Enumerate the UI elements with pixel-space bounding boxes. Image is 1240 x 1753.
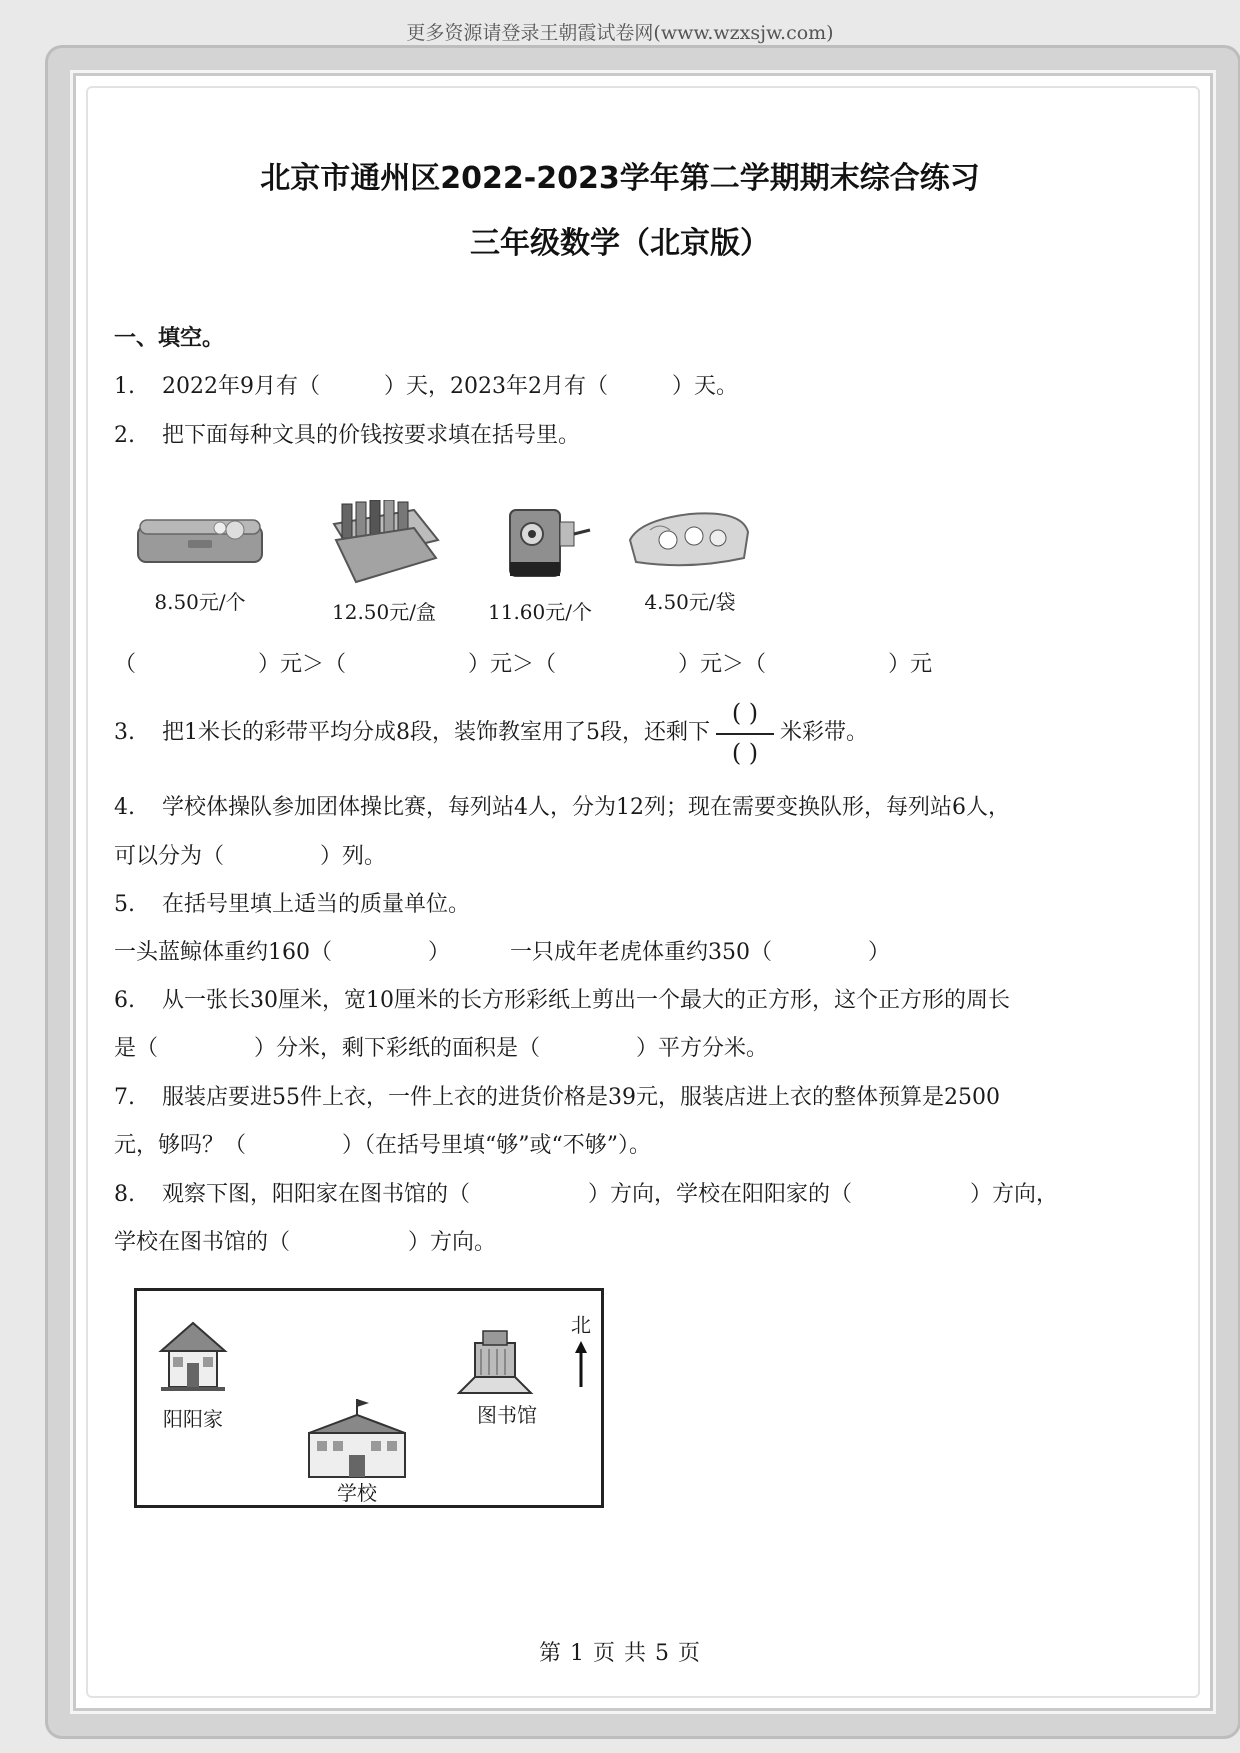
exam-subtitle: 三年级数学（北京版） — [470, 226, 770, 261]
q8-text-e: ）方向。 — [408, 1230, 497, 1255]
order-separator: ）元＞（ — [678, 652, 767, 677]
question-4 — [114, 793, 1128, 823]
question-5-cont — [114, 938, 1128, 968]
q4-text-b: ）列。 — [320, 844, 387, 869]
q5-whale-text: 一头蓝鲸体重约160（ — [114, 940, 332, 965]
question-number: 8. — [114, 1182, 135, 1207]
question-3 — [114, 698, 1128, 772]
question-6-cont — [114, 1034, 1128, 1064]
q6-text-a: 是（ — [114, 1036, 159, 1061]
direction-map — [134, 1288, 604, 1508]
q6-text-b: ）分米，剩下彩纸的面积是（ — [254, 1036, 541, 1061]
question-8-cont — [114, 1228, 1128, 1258]
fraction-answer[interactable] — [712, 698, 778, 768]
marker-set-icon — [314, 500, 454, 590]
question-number: 1. — [114, 374, 135, 399]
fraction-bar — [716, 733, 774, 735]
question-7 — [114, 1083, 1128, 1113]
map-drawing — [137, 1291, 601, 1505]
question-1 — [114, 372, 1128, 402]
section-heading: 一、填空。 — [114, 326, 225, 351]
question-number: 2. — [114, 423, 135, 448]
price-label: 12.50元/盒 — [332, 600, 436, 624]
item-marker-set — [314, 500, 454, 630]
price-order-row — [114, 650, 1128, 680]
library-icon — [459, 1331, 531, 1393]
question-6 — [114, 986, 1128, 1016]
fraction-denominator: ( ) — [731, 739, 759, 767]
school-icon — [309, 1399, 405, 1477]
q7-text: 服装店要进55件上衣，一件上衣的进货价格是39元，服装店进上衣的整体预算是2500 — [162, 1085, 1000, 1110]
order-separator: ）元＞（ — [468, 652, 557, 677]
q5-tiger-close: ） — [868, 940, 891, 965]
fraction-numerator: ( ) — [731, 699, 759, 727]
pencil-pouch-icon — [620, 500, 760, 580]
pencil-sharpener-icon — [470, 500, 610, 590]
library-label: 图书馆 — [477, 1403, 537, 1427]
q8-text-a: 观察下图，阳阳家在图书馆的（ — [162, 1182, 471, 1207]
q3-text-after: 米彩带。 — [780, 720, 869, 745]
q3-text: 把1米长的彩带平均分成8段，装饰教室用了5段，还剩下 — [162, 720, 710, 745]
question-5 — [114, 890, 1128, 920]
question-4-cont — [114, 842, 1128, 872]
exam-title: 北京市通州区2022-2023学年第二学期期末综合练习 — [260, 161, 980, 196]
q4-text-a: 可以分为（ — [114, 844, 225, 869]
question-7-cont — [114, 1131, 1128, 1161]
question-number: 7. — [114, 1085, 135, 1110]
paren-open: （ — [114, 652, 137, 677]
q1-text-c: ）天。 — [672, 374, 739, 399]
q4-text: 学校体操队参加团体操比赛，每列站4人，分为12列；现在需要变换队形，每列站6人， — [162, 795, 1010, 820]
q5-text: 在括号里填上适当的质量单位。 — [162, 892, 471, 917]
q1-text-a: 2022年9月有（ — [162, 374, 320, 399]
item-pencil-pouch — [620, 500, 760, 630]
house-icon — [161, 1323, 225, 1391]
item-pencil-sharpener — [470, 500, 610, 630]
price-label: 4.50元/袋 — [644, 590, 736, 614]
north-arrow-icon — [575, 1341, 587, 1387]
question-number: 4. — [114, 795, 135, 820]
q6-text: 从一张长30厘米，宽10厘米的长方形彩纸上剪出一个最大的正方形，这个正方形的周长 — [162, 988, 1010, 1013]
order-end: ）元 — [888, 652, 933, 677]
q8-text-b: ）方向，学校在阳阳家的（ — [588, 1182, 853, 1207]
q5-whale-close: ） — [428, 940, 451, 965]
pencil-box-icon — [130, 500, 270, 580]
q6-text-c: ）平方分米。 — [636, 1036, 769, 1061]
question-number: 5. — [114, 892, 135, 917]
stationery-items — [130, 500, 770, 630]
q7-text-a: 元，够吗？（ — [114, 1133, 247, 1158]
item-pencil-box — [130, 500, 270, 630]
question-number: 3. — [114, 720, 135, 745]
q2-text: 把下面每种文具的价钱按要求填在括号里。 — [162, 423, 581, 448]
q7-text-b: ）（在括号里填“够”或“不够”）。 — [342, 1133, 652, 1158]
site-header: 更多资源请登录王朝霞试卷网(www.wzxsjw.com) — [406, 22, 834, 44]
question-number: 6. — [114, 988, 135, 1013]
order-separator: ）元＞（ — [258, 652, 347, 677]
q8-text-d: 学校在图书馆的（ — [114, 1230, 291, 1255]
north-label: 北 — [571, 1313, 591, 1337]
price-label: 11.60元/个 — [488, 600, 592, 624]
q8-text-c: ）方向， — [970, 1182, 1059, 1207]
school-label: 学校 — [337, 1481, 377, 1505]
question-8 — [114, 1180, 1128, 1210]
price-label: 8.50元/个 — [154, 590, 246, 614]
home-label: 阳阳家 — [163, 1407, 223, 1431]
q1-text-b: ）天，2023年2月有（ — [384, 374, 608, 399]
q5-tiger-text: 一只成年老虎体重约350（ — [510, 940, 773, 965]
page-footer: 第 1 页 共 5 页 — [539, 1641, 701, 1666]
question-2 — [114, 421, 1128, 451]
